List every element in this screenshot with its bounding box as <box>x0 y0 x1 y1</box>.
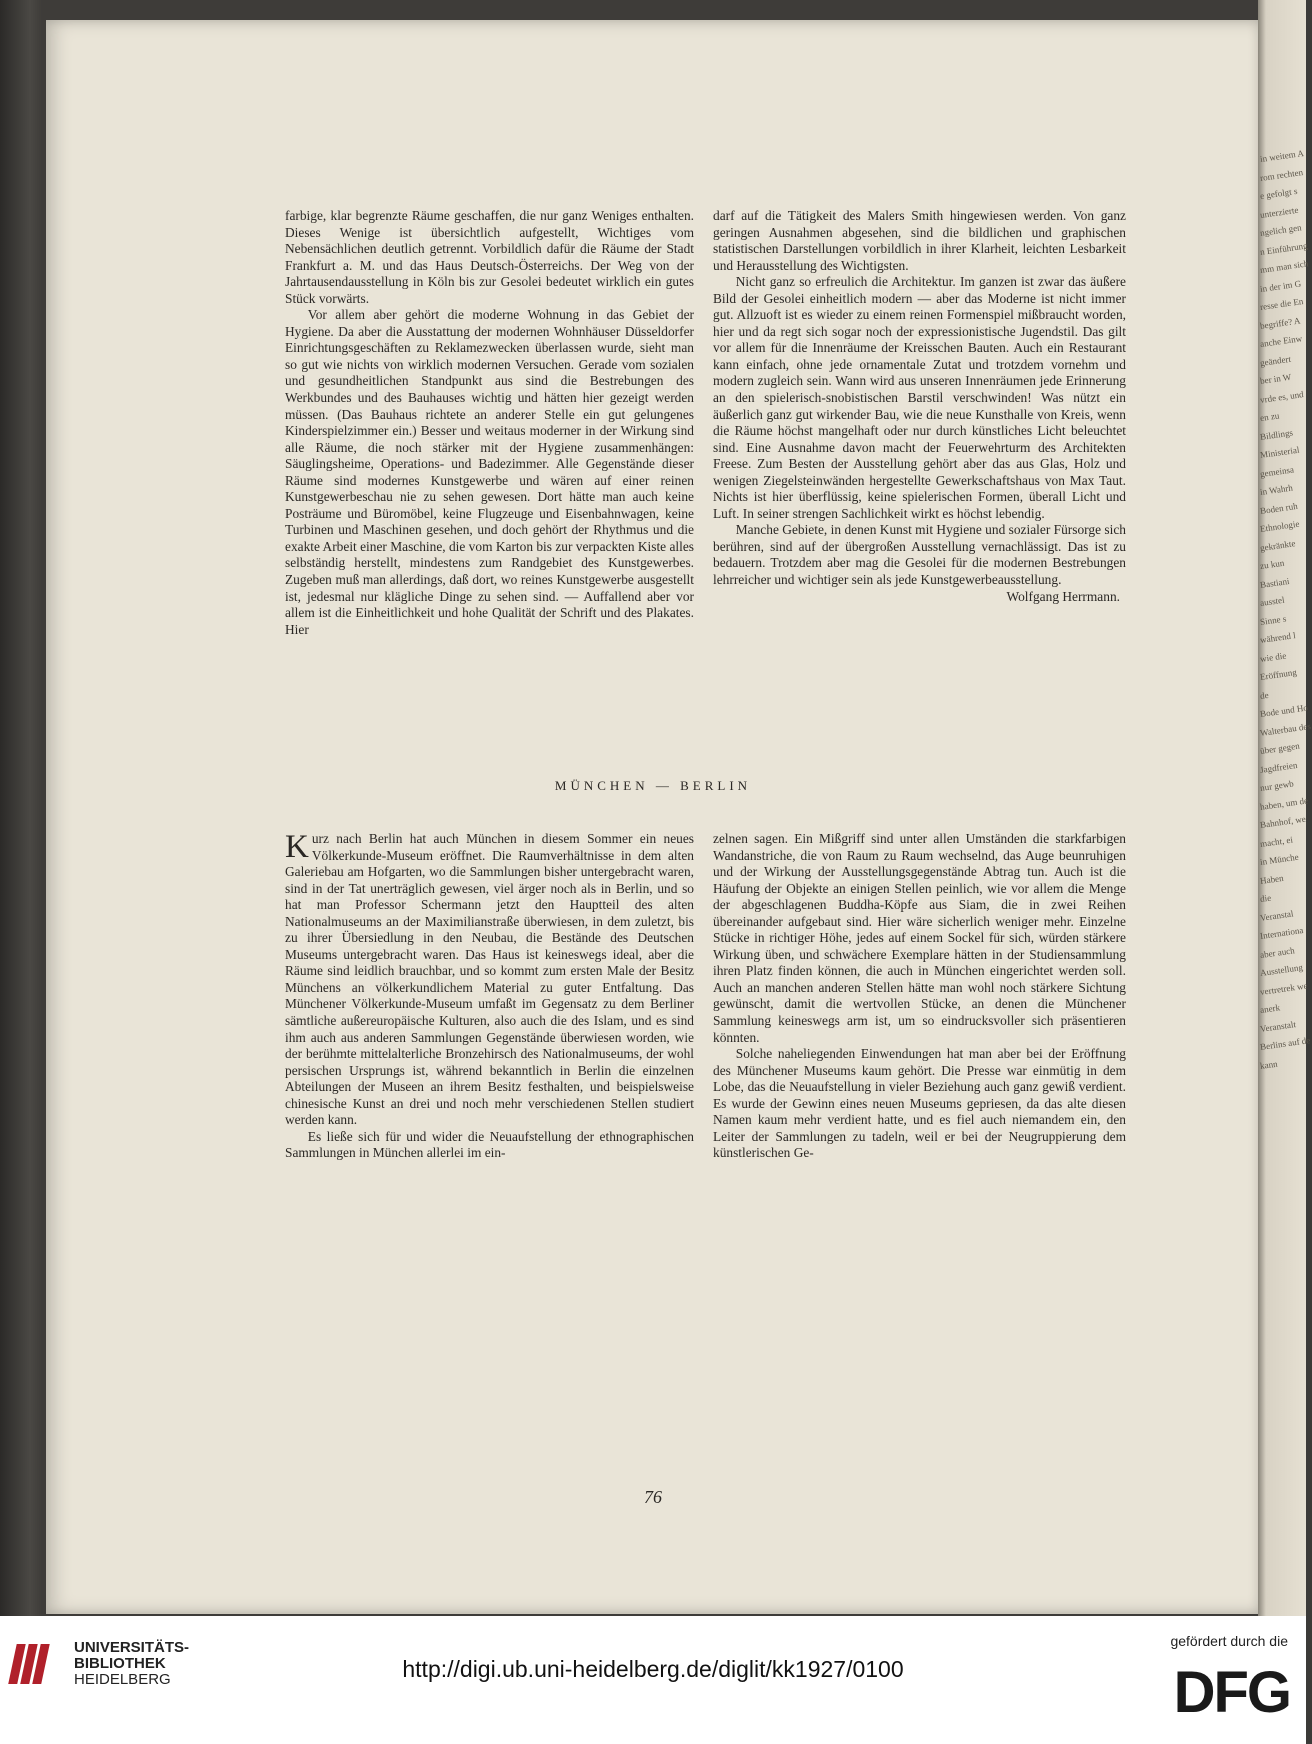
bleed-text-fragment: vrde es, und <box>1259 388 1305 405</box>
article2-paragraph <box>285 831 694 1129</box>
article1-paragraph: Manche Gebiete, in denen Kunst mit Hygiene und sozialer Fürsorge sich berühren, sind auf der übergroßen Ausstellung vernachlässigt. Das ist zu bedauern. Trotzdem aber mag die Gesolei für die modernen Bestrebungen lehrreicher und wichtiger sein als jede Kunstgewerbeausstellung. <box>713 522 1126 588</box>
bleed-text-fragment: in weitem A <box>1259 147 1305 165</box>
bleed-text-fragment: resse die En <box>1259 296 1304 313</box>
bleed-text-fragment: in der im G <box>1259 277 1302 294</box>
bleed-text-fragment: unterzierte <box>1259 204 1299 220</box>
article1-right-column <box>713 208 1126 605</box>
bleed-text-fragment: gemeinsa <box>1259 463 1295 479</box>
bleed-text-fragment: ausstel <box>1259 594 1286 609</box>
library-line: HEIDELBERG <box>74 1671 171 1688</box>
bleed-text-fragment: wie die <box>1259 649 1287 664</box>
bleed-text-fragment: kann <box>1259 1058 1279 1071</box>
footer-bar <box>0 1616 1306 1744</box>
bleed-text-fragment: Ethnologie <box>1259 518 1300 535</box>
bleed-text-fragment: ngelich gen <box>1259 222 1303 239</box>
bleed-text-fragment: haben, um de <box>1259 794 1309 812</box>
article2-paragraph: Es ließe sich für und wider die Neuaufstellung der ethnographischen Sammlungen in München allerlei im ein- <box>285 1128 694 1161</box>
bleed-text-fragment: begriffe? A <box>1259 314 1302 331</box>
bleed-text-fragment: mm man sich <box>1259 258 1309 276</box>
article1-paragraph: Vor allem aber gehört die moderne Wohnung in das Gebiet der Hygiene. Da aber die Ausstattung der modernen Wohnhäuser Düsseldorfer Einrichtungsgeschäften zu Reklamezwecken überlassen wurde, sieht man so gut wie nichts von wirklich modernen Versuchen. Gerade vom sozialen und gesundheitlichen Standpunkt aus sind die Bestrebungen des Werkbundes und des Bauhauses wichtig und hätten hier gezeigt werden müssen. (Das Bauhaus richtete an anderer Stelle ein gut gelungenes Kinderspielzimmer ein.) Besser und weitaus moderner in der Wirkung sind alle Räume, die noch stärker mit der Hygiene zusammenhängen: Säuglingsheime, Operations- und Badezimmer. Alle Gegenstände dieser Räume sind modernes Kunstgewerbe und wären auf einer reinen Kunstgewerbeschau nie zu sehen gewesen. Dort hätte man auch keine Posträume und Büromöbel, keine Flugzeuge und Eisenbahnwagen, keine Turbinen und Maschinen gesehen, und doch gehört der Rhythmus und die exakte Arbeit einer Maschine, die vom Karton bis zur verpackten Kiste alles selbständig herstellt, mindestens zum Randgebiet des Kunstgewerbes. Zugeben muß man allerdings, daß dort, wo reines Kunstgewerbe ausgestellt ist, jedesmal nur klägliche Dinge zu sehen sind. — Auffallend aber vor allem ist die Einheitlichkeit und hohe Qualität der Schrift und des Plakates. Hier <box>285 307 695 637</box>
article1-left-column <box>285 208 694 638</box>
bleed-text-fragment: während l <box>1259 630 1297 646</box>
bleed-text-fragment: gekränkte <box>1259 537 1296 553</box>
bleed-text-fragment: en zu <box>1259 410 1280 424</box>
bleed-text-fragment: Bahnhof, we <box>1259 813 1307 831</box>
bleed-text-fragment: Veranstalt <box>1259 1018 1297 1034</box>
bleed-text-fragment: Bastiani <box>1259 575 1291 590</box>
author-signature: Wolfgang Herrmann. <box>1006 588 1120 604</box>
library-line: UNIVERSITÄTS- <box>74 1639 190 1656</box>
drop-cap: K <box>285 829 309 865</box>
article2-paragraph-text: urz nach Berlin hat auch München in diesem Sommer ein neues Völkerkunde-Museum eröffnet. Die Raumverhältnisse in dem alten Galeriebau am Hofgarten, wo die Sammlungen bisher untergebracht waren, sind in der Tat unerträglich gewesen, viel ärger noch als in Berlin, und so hat man Professor Schermann jetzt den Hauptteil des alten Nationalmuseums an der Maximilianstraße überwiesen, in dem zuletzt, bis zu ihrer Übersiedlung in den Neubau, die Bestände des Deutschen Museums untergebracht waren. Das Haus ist keineswegs ideal, aber die Räume sind leidlich brauchbar, und so kommt zum ersten Male der Besitz Münchens an völkerkundlichem Material zu guter Entfaltung. Das Münchener Völkerkunde-Museum umfaßt im Gegensatz zu dem Berliner sämtliche außereuropäische Kulturen, also auch die des Islam, und es sind ihm auch aus anderen Sammlungen Gegenstände überwiesen worden, wie der berühmte mittelalterliche Bronzehirsch des Nationalmuseums, der wohl persischen Ursprungs ist, während bekanntlich in Berlin die einzelnen Abteilungen der Museen an ihrem Besitz festhalten, und beispielsweise chinesische Kunst an drei und noch mehr verschiedenen Stellen studiert werden kann. <box>285 831 694 1128</box>
article2-left-column <box>285 831 694 1162</box>
bleed-text-fragment: ber in W <box>1259 371 1292 387</box>
section-heading: MÜNCHEN — BERLIN <box>554 778 752 793</box>
bleed-text-fragment: vertretrek we <box>1259 979 1309 997</box>
bleed-text-fragment: geändert <box>1259 353 1292 368</box>
article2-paragraph: Solche naheliegenden Einwendungen hat man aber bei der Eröffnung des Münchener Museums kaum gehört. Die Presse war einmütig in dem Lobe, das die Neuaufstellung in vieler Beziehung auch ganz gewiß verdient. Es wurde der Gewinn eines neuen Museums gepriesen, da das alte diesen Namen kaum mehr verdient hatte, und es fiel auch niemandem ein, den Leiter der Sammlungen zu tadeln, weil er bei der Neugruppierung dem künstlerischen Ge- <box>713 1046 1126 1161</box>
bleed-text-fragment: anche Einw <box>1259 333 1303 350</box>
bleed-text-fragment: Berlins auf de <box>1259 1035 1311 1053</box>
bleed-text-fragment: in Wahrh <box>1259 482 1294 498</box>
page-number: 76 <box>644 1487 662 1507</box>
bleed-text-fragment: Eröffnung <box>1259 666 1298 683</box>
bleed-text-fragment: Walterbau des <box>1259 720 1312 738</box>
article2-right-column <box>713 831 1126 1162</box>
dfg-logo-icon: DFG <box>1173 1660 1290 1725</box>
bleed-text-fragment: macht, ei <box>1259 834 1294 849</box>
bleed-text-fragment: Veranstal <box>1259 907 1295 923</box>
bleed-text-fragment: rom rechten <box>1259 166 1304 183</box>
bleed-text-fragment: de <box>1259 689 1270 701</box>
bleed-text-fragment: Haben <box>1259 872 1285 886</box>
article2-paragraph: zelnen sagen. Ein Mißgriff sind unter allen Umständen die starkfarbigen Wandanstriche, die von Raum zu Raum wechselnd, das Auge beunruhigen und der Wirkung der Ausstellungsgegenstände Abtrag tun. Auch ist die Häufung der Objekte an einigen Stellen peinlich, wie vor allem die Menge der abgeschlagenen Buddha-Köpfe aus Siam, die in zwei Reihen übereinander aufgebaut sind. Hier wäre sicherlich weniger mehr. Einzelne Stücke in richtiger Höhe, jedes auf einem Sockel für sich, würden stärkere Wirkung üben, und schwächere Exemplare hätten in der Studiensammlung ihren Platz finden können, die auch in München eingerichtet werden soll. Auch an manchen anderen Stellen hätte man wohl noch stärkere Sichtung gewünscht, damit die wertvollen Stücke, an denen die Münchener Sammlung keineswegs arm ist, um so eindrucksvoller sich präsentieren könnten. <box>713 831 1126 1045</box>
bleed-text-fragment: Jagdfreien <box>1259 759 1298 775</box>
bleed-text-fragment: nur gewb <box>1259 778 1295 794</box>
bleed-text-fragment: aber auch <box>1259 944 1296 960</box>
bleed-text-fragment: n Einführung <box>1259 239 1309 257</box>
bleed-text-fragment: anerk <box>1259 1002 1281 1016</box>
article1-paragraph: farbige, klar begrenzte Räume geschaffen, die nur ganz Weniges enthalten. Dieses Wenige ist übersichtlich aufgestellt, Wichtiges vom Nebensächlichen deutlich getrennt. Vorbildlich dafür die Räume der Stadt Frankfurt a. M. und das Haus Deutsch-Österreichs. Der Weg von der Jahrtausendausstellung in Köln bis zur Gesolei bedeutet wirklich ein gutes Stück vorwärts. <box>285 208 694 306</box>
bleed-text-fragment: zu kun <box>1259 557 1285 572</box>
source-url-link[interactable]: http://digi.ub.uni-heidelberg.de/diglit/kk1927/0100 <box>402 1656 904 1682</box>
bleed-text-fragment: Internationa <box>1259 925 1304 942</box>
article1-paragraph: darf auf die Tätigkeit des Malers Smith hingewiesen werden. Von ganz geringen Ausnahmen abgesehen, sind die bildlichen und graphischen statistischen Darstellungen vorbildlich in ihrer Klarheit, leichten Lesbarkeit und Herausstellung des Wichtigsten. <box>713 208 1126 273</box>
article1-paragraph: Nicht ganz so erfreulich die Architektur. Im ganzen ist zwar das äußere Bild der Gesolei einheitlich modern — aber das Moderne ist nicht immer gut. Allzuoft ist es wieder zu einem reinen Formenspiel mißbraucht worden, hier und da regt sich sogar noch der expressionistische Jugendstil. Das gilt vor allem für die Innenräume der Kreisschen Bauten. Auch ein Restaurant kann einfach, ohne jede ornamentale Zutat und trotzdem vornehm und modern zugleich sein. Wann wird aus unseren Innenräumen jede Erinnerung an den spielerisch-snobistischen Barstil verschwinden! Was nützt ein äußerlich ganz gut wirkender Bau, wie die neue Kunsthalle von Kreis, wenn die Räume höchst mangelhaft oder nur durch künstliches Licht beleuchtet sind. Eine Ausnahme davon macht der Feuerwehrturm des Architekten Freese. Zum Besten der Ausstellung gehört aber das aus Glas, Holz und wenigen Ziegelsteinwänden hergestellte Gewerkschaftshaus von Max Taut. Nichts ist hier überflüssig, keine spielerischen Formen, überall Licht und Luft. In seiner strengen Sachlichkeit wirkt es höchst lebendig. <box>713 274 1126 521</box>
bleed-text-fragment: Ausstellung <box>1259 962 1304 979</box>
bleed-text-fragment: Bode und Ho <box>1259 702 1309 720</box>
library-line: BIBLIOTHEK <box>74 1655 166 1672</box>
bleed-text-fragment: die <box>1259 892 1272 905</box>
bleed-text-fragment: Sinne s <box>1259 612 1287 627</box>
bleed-text-fragment: Boden ruh <box>1259 500 1299 516</box>
bleed-text-fragment: in Münche <box>1259 851 1300 868</box>
adjacent-page-bleed <box>1258 0 1312 1616</box>
bleed-text-fragment: über gegen <box>1259 740 1301 757</box>
funding-label: gefördert durch die <box>1170 1633 1288 1649</box>
bleed-text-fragment: Ministerial <box>1259 444 1300 461</box>
bleed-text-fragment: e gefolgt s <box>1259 185 1298 202</box>
bleed-text-fragment: Bildlings <box>1259 427 1294 442</box>
